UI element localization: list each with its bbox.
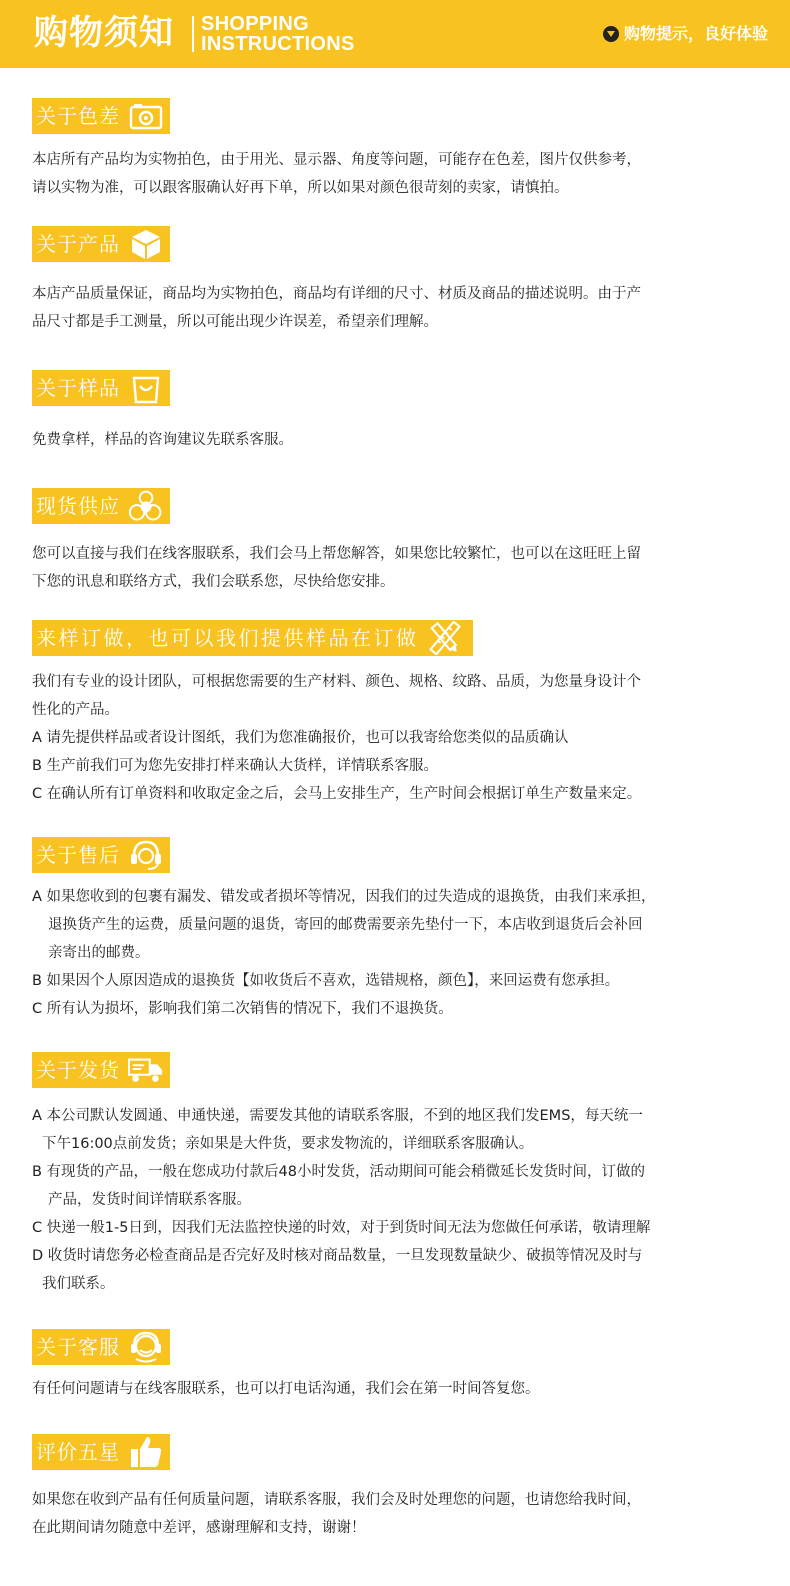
body-line: 在此期间请勿随意中差评，感谢理解和支持，谢谢！ <box>32 1520 366 1536</box>
section-body <box>32 146 752 202</box>
body-line: 性化的产品。 <box>32 702 119 718</box>
section-title-bar <box>32 226 170 262</box>
shopping-bag-icon <box>128 372 164 404</box>
body-line: 请以实物为准，可以跟客服确认好再下单，所以如果对颜色很苛刻的卖家，请慎拍。 <box>32 180 569 196</box>
headset-icon <box>128 839 164 871</box>
title-en-line2: INSTRUCTIONS <box>201 33 355 55</box>
section-product <box>32 226 752 336</box>
section-title: 现货供应 <box>36 494 120 518</box>
body-line: 有任何问题请与在线客服联系，也可以打电话沟通，我们会在第一时间答复您。 <box>32 1381 540 1397</box>
section-body <box>32 668 752 808</box>
body-line: 我们联系。 <box>42 1276 115 1292</box>
section-title-bar <box>32 370 170 406</box>
body-line: B 如果因个人原因造成的退换货【如收货后不喜欢，选错规格，颜色】，来回运费有您承担。 <box>32 973 620 989</box>
body-line: 免费拿样，样品的咨询建议先联系客服。 <box>32 432 293 448</box>
shopping-tip <box>603 24 768 44</box>
thumbs-up-icon <box>128 1436 164 1468</box>
customer-service-icon <box>128 1331 164 1363</box>
body-line: 退换货产生的运费，质量问题的退货，寄回的邮费需要亲先垫付一下，本店收到退货后会补回 <box>48 917 643 933</box>
section-title: 关于样品 <box>36 376 120 400</box>
section-body <box>32 1486 752 1542</box>
section-body <box>32 883 752 1023</box>
title-en-line1: SHOPPING <box>201 13 309 35</box>
body-line: 品尺寸都是手工测量，所以可能出现少许误差，希望亲们理解。 <box>32 314 438 330</box>
body-line: 本店产品质量保证，商品均为实物拍色，商品均有详细的尺寸、材质及商品的描述说明。由于产 <box>32 286 641 302</box>
section-body <box>32 280 752 336</box>
section-shipping <box>32 1052 752 1298</box>
body-line: C 快递一般1-5日到，因我们无法监控快递的时效，对于到货时间无法为您做任何承诺，敬请理解 <box>32 1220 651 1236</box>
body-line: 本店所有产品均为实物拍色，由于用光、显示器、角度等问题，可能存在色差，图片仅供参考， <box>32 152 641 168</box>
section-title-bar <box>32 620 473 656</box>
body-line: A 如果您收到的包裹有漏发、错发或者损坏等情况，因我们的过失造成的退换货，由我们来承担， <box>32 889 656 905</box>
coins-icon <box>128 490 164 522</box>
body-line: B 生产前我们可为您先安排打样来确认大货样，详情联系客服。 <box>32 758 439 774</box>
body-line: 亲寄出的邮费。 <box>48 945 150 961</box>
section-title-bar <box>32 1434 170 1470</box>
section-title-bar <box>32 98 170 134</box>
section-title: 关于色差 <box>36 104 120 128</box>
section-title-bar <box>32 837 170 873</box>
section-body <box>32 426 752 454</box>
section-title-bar <box>32 1052 170 1088</box>
body-line: 如果您在收到产品有任何质量问题，请联系客服，我们会及时处理您的问题，也请您给我时间， <box>32 1492 641 1508</box>
section-sample <box>32 370 752 454</box>
body-line: C 所有认为损坏，影响我们第二次销售的情况下，我们不退换货。 <box>32 1001 453 1017</box>
body-line: 产品，发货时间详情联系客服。 <box>48 1192 251 1208</box>
title-divider <box>192 16 194 52</box>
section-body <box>32 1102 752 1298</box>
page-title: 购物须知 <box>34 13 174 53</box>
camera-icon <box>128 100 164 132</box>
section-title: 来样订做，也可以我们提供样品在订做 <box>36 626 419 650</box>
section-body <box>32 540 752 596</box>
section-custom-order <box>32 620 752 808</box>
body-line: C 在确认所有订单资料和收取定金之后，会马上安排生产，生产时间会根据订单生产数量来定。 <box>32 786 642 802</box>
section-customer-service <box>32 1329 752 1403</box>
body-line: D 收货时请您务必检查商品是否完好及时核对商品数量，一旦发现数量缺少、破损等情况及时与 <box>32 1248 643 1264</box>
body-line: 您可以直接与我们在线客服联系，我们会马上帮您解答，如果您比较繁忙，也可以在这旺旺上留 <box>32 546 641 562</box>
body-line: A 本公司默认发圆通、申通快递，需要发其他的请联系客服，不到的地区我们发EMS，每天统一 <box>32 1108 643 1124</box>
section-title: 关于发货 <box>36 1058 120 1082</box>
page-title-english <box>201 14 355 54</box>
section-in-stock <box>32 488 752 596</box>
section-color-difference <box>32 98 752 202</box>
body-line: 下午16:00点前发货；亲如果是大件货，要求发物流的，详细联系客服确认。 <box>42 1136 534 1152</box>
section-title: 关于产品 <box>36 232 120 256</box>
header-banner <box>0 0 790 68</box>
body-line: 我们有专业的设计团队，可根据您需要的生产材料、颜色、规格、纹路、品质，为您量身设计个 <box>32 674 641 690</box>
arrow-down-icon <box>603 26 619 42</box>
body-line: B 有现货的产品，一般在您成功付款后48小时发货，活动期间可能会稍微延长发货时间，订做的 <box>32 1164 646 1180</box>
truck-icon <box>128 1054 164 1086</box>
section-body <box>32 1375 752 1403</box>
section-title: 评价五星 <box>36 1440 120 1464</box>
shopping-tip-text: 购物提示，良好体验 <box>623 24 768 43</box>
section-title-bar <box>32 488 170 524</box>
body-line: 下您的讯息和联络方式，我们会联系您，尽快给您安排。 <box>32 574 395 590</box>
section-after-sales <box>32 837 752 1023</box>
section-title: 关于客服 <box>36 1335 120 1359</box>
section-five-star-review <box>32 1434 752 1542</box>
body-line: A 请先提供样品或者设计图纸，我们为您准确报价，也可以我寄给您类似的品质确认 <box>32 730 569 746</box>
pencil-ruler-icon <box>427 622 463 654</box>
section-title: 关于售后 <box>36 843 120 867</box>
section-title-bar <box>32 1329 170 1365</box>
box-icon <box>128 228 164 260</box>
